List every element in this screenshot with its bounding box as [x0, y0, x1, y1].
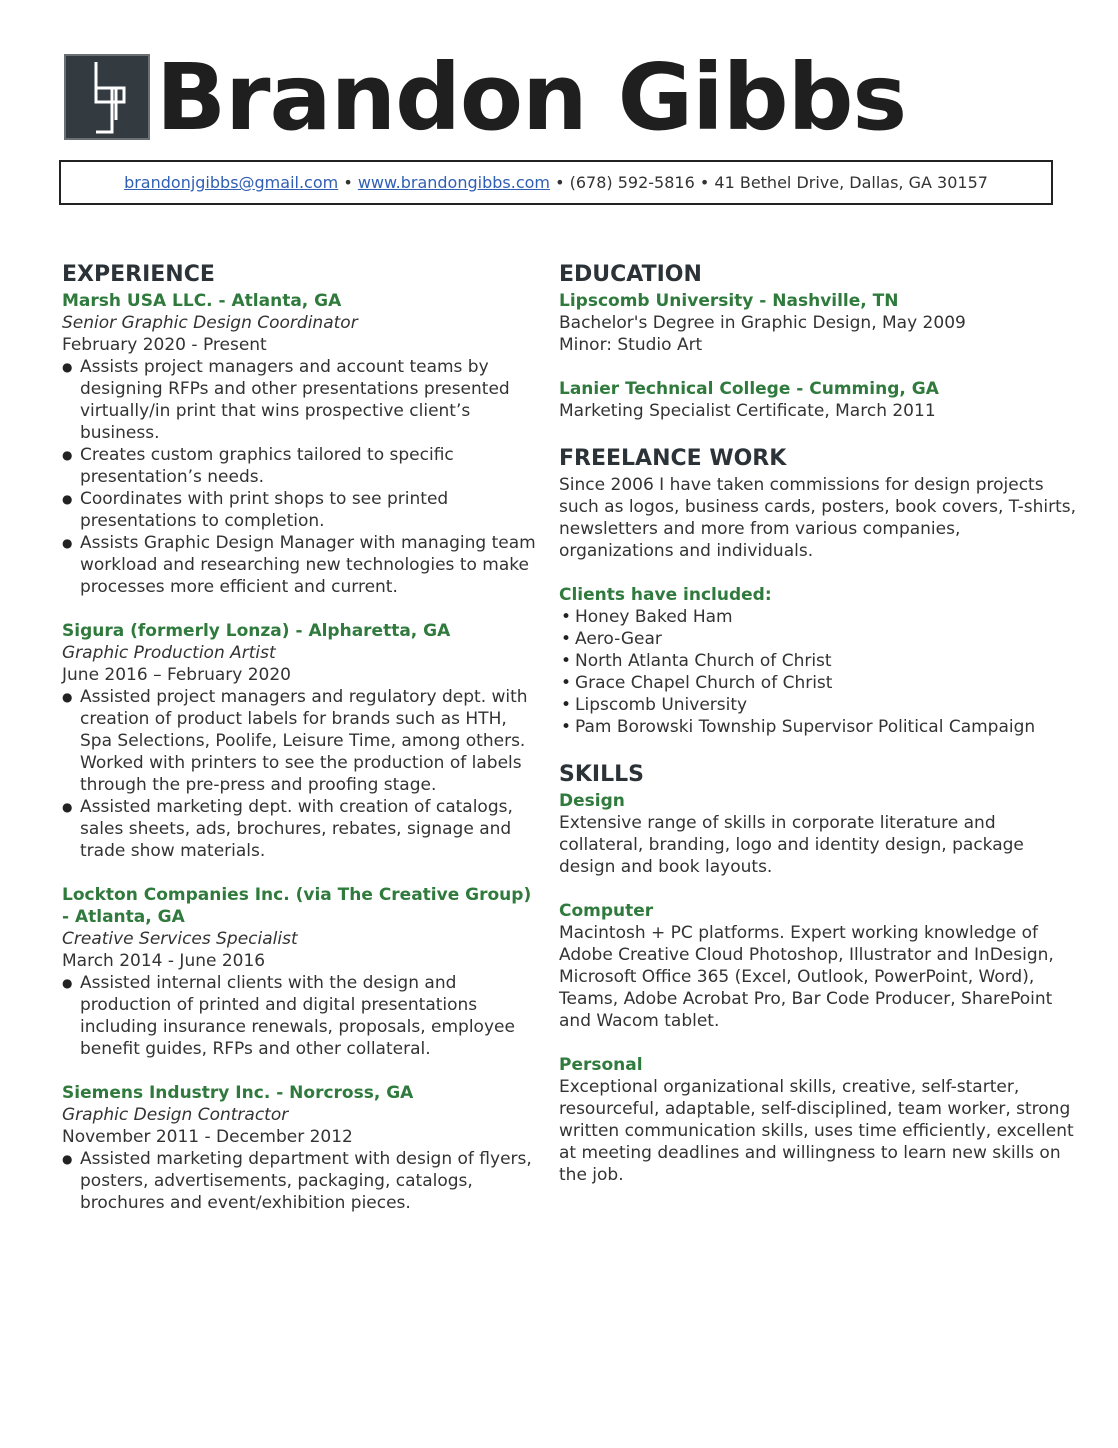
job-dates: June 2016 – February 2020 [62, 665, 291, 685]
job-dates: November 2011 - December 2012 [62, 1127, 353, 1147]
skill-text: Exceptional organizational skills, creative, self-starter, resourceful, adaptable, self-disciplined, team worker, strong written communication skills, uses time efficiently, excellent at meeting deadlines and willingness to learn new skills on the job. [559, 1077, 1074, 1185]
job-bullet: ● Assisted internal clients with the design and production of printed and digital presentations including insurance renewals, proposals, employee benefit guides, RFPs and other collateral. [62, 972, 540, 1060]
skill-label: Computer [559, 901, 654, 921]
job-bullet: ● Creates custom graphics tailored to specific presentation’s needs. [62, 444, 540, 488]
school-entry [559, 378, 1079, 422]
contact-bar [59, 160, 1053, 205]
job-bullet: ● Assisted marketing dept. with creation of catalogs, sales sheets, ads, brochures, rebates, signage and trade show materials. [62, 796, 540, 862]
skill-group [559, 790, 1079, 878]
job-bullet: ● Assists project managers and account teams by designing RFPs and other presentations presented virtually/in print that wins prospective client’s business. [62, 356, 540, 444]
resume-name: Brandon Gibbs [156, 44, 907, 151]
school-line: Minor: Studio Art [559, 335, 703, 355]
job-bullet: ● Assisted project managers and regulatory dept. with creation of product labels for brands such as HTH, Spa Selections, Poolife, Leisure Time, among others. Worked with printers to see the production of labels through the pre-press and proofing stage. [62, 686, 540, 796]
job-bullets [62, 686, 540, 862]
job-org: Siemens Industry Inc. - Norcross, GA [62, 1083, 414, 1103]
job-role: Creative Services Specialist [62, 929, 298, 949]
job-org: Sigura (formerly Lonza) - Alpharetta, GA [62, 621, 451, 641]
job-dates: March 2014 - June 2016 [62, 951, 266, 971]
school-line: Bachelor's Degree in Graphic Design, May 2009 [559, 313, 966, 333]
client-item: • Aero-Gear [559, 628, 1079, 650]
job-bullet: ● Assisted marketing department with design of flyers, posters, advertisements, packaging, catalogs, brochures and event/exhibition pieces. [62, 1148, 540, 1214]
school-line: Marketing Specialist Certificate, March 2011 [559, 401, 936, 421]
school-entry [559, 290, 1079, 356]
job-bullet: ● Assists Graphic Design Manager with managing team workload and researching new technologies to make processes more efficient and current. [62, 532, 540, 598]
skills-heading: SKILLS [559, 762, 644, 787]
resume-header [64, 44, 907, 151]
experience-heading: EXPERIENCE [62, 262, 215, 287]
separator: • [343, 173, 353, 192]
job-dates: February 2020 - Present [62, 335, 267, 355]
job-entry [62, 884, 540, 1060]
separator: • [699, 173, 710, 192]
freelance-heading: FREELANCE WORK [559, 446, 787, 471]
skill-text: Macintosh + PC platforms. Expert working knowledge of Adobe Creative Cloud Photoshop, Illustrator and InDesign, Microsoft Office 365 (Excel, Outlook, PowerPoint, Word), Teams, Adobe Acrobat Pro, Bar Code Producer, SharePoint and Wacom tablet. [559, 923, 1054, 1031]
website-link[interactable]: www.brandongibbs.com [357, 173, 550, 192]
job-bullets [62, 1148, 540, 1214]
phone: (678) 592-5816 [569, 173, 695, 192]
client-item: • North Atlanta Church of Christ [559, 650, 1079, 672]
school-org: Lipscomb University - Nashville, TN [559, 291, 899, 311]
job-bullets [62, 356, 540, 598]
skill-label: Personal [559, 1055, 643, 1075]
job-entry [62, 290, 540, 598]
job-bullets [62, 972, 540, 1060]
skill-label: Design [559, 791, 625, 811]
right-column [559, 260, 1079, 1186]
client-item: • Honey Baked Ham [559, 606, 1079, 628]
job-role: Graphic Design Contractor [62, 1105, 289, 1125]
freelance-text: Since 2006 I have taken commissions for design projects such as logos, business cards, posters, book covers, T-shirts, newsletters and more from various companies, organizations and individuals. [559, 475, 1077, 561]
job-org: Marsh USA LLC. - Atlanta, GA [62, 291, 342, 311]
client-item: • Grace Chapel Church of Christ [559, 672, 1079, 694]
separator: • [555, 173, 565, 192]
job-entry [62, 620, 540, 862]
clients-list [559, 606, 1079, 738]
school-org: Lanier Technical College - Cumming, GA [559, 379, 939, 399]
job-bullet: ● Coordinates with print shops to see printed presentations to completion. [62, 488, 540, 532]
clients-label: Clients have included: [559, 585, 772, 605]
job-role: Graphic Production Artist [62, 643, 276, 663]
email-link[interactable]: brandonjgibbs@gmail.com [124, 173, 339, 192]
skill-group [559, 1054, 1079, 1186]
job-entry [62, 1082, 540, 1214]
client-item: • Lipscomb University [559, 694, 1079, 716]
experience-column [62, 260, 540, 1214]
address: 41 Bethel Drive, Dallas, GA 30157 [714, 173, 988, 192]
skill-text: Extensive range of skills in corporate literature and collateral, branding, logo and identity design, package design and book layouts. [559, 813, 1024, 877]
job-role: Senior Graphic Design Coordinator [62, 313, 358, 333]
bjg-monogram-logo-icon [64, 54, 150, 140]
education-heading: EDUCATION [559, 262, 702, 287]
job-org: Lockton Companies Inc. (via The Creative Group) - Atlanta, GA [62, 885, 532, 927]
client-item: • Pam Borowski Township Supervisor Political Campaign [559, 716, 1079, 738]
skill-group [559, 900, 1079, 1032]
